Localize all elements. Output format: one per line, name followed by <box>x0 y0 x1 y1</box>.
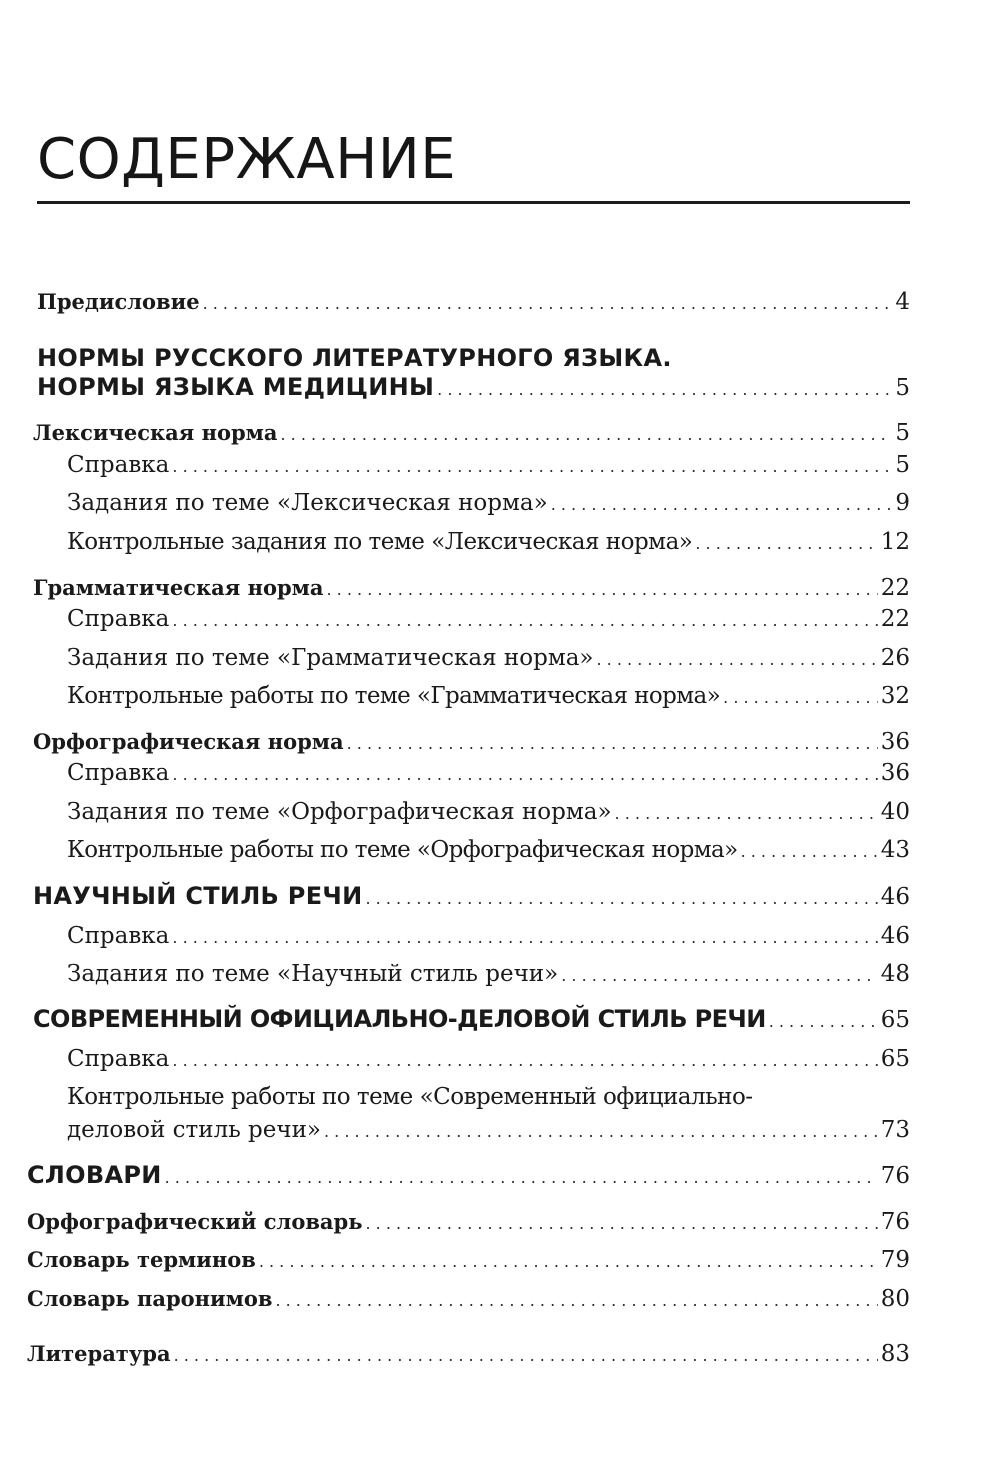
toc-entry-label: Задания по теме «Лексическая норма» <box>67 490 548 516</box>
toc-page-number: 22 <box>880 575 910 601</box>
dot-leader <box>172 1042 877 1080</box>
toc-page-number: 65 <box>880 1046 910 1072</box>
toc-entry-label: деловой стиль речи» <box>67 1117 321 1143</box>
toc-entry-label: Лексическая норма <box>33 420 278 445</box>
toc-page-number: 76 <box>880 1209 910 1235</box>
toc-page-number: 36 <box>880 729 910 755</box>
toc-entry-label: Справка <box>67 923 170 949</box>
toc-entry[interactable] <box>0 1203 1000 1241</box>
toc-entry-label: Справка <box>67 606 170 632</box>
toc-entry-label: Словарь терминов <box>27 1247 256 1272</box>
dot-leader <box>165 1159 878 1197</box>
dot-leader <box>561 957 878 995</box>
dot-leader <box>769 1003 878 1041</box>
toc-entry[interactable] <box>0 1335 1000 1373</box>
dot-leader <box>203 285 893 323</box>
toc-page-number: 5 <box>895 375 910 401</box>
toc-page-number: 22 <box>880 606 910 632</box>
toc-page-number: 36 <box>880 760 910 786</box>
toc-entry-label: Предисловие <box>37 289 200 314</box>
toc-page-number: 79 <box>880 1247 910 1273</box>
toc-entry-label: Справка <box>67 452 170 478</box>
dot-leader <box>172 919 877 957</box>
toc-entry-label: Контрольные задания по теме «Лексическая норма» <box>67 529 693 555</box>
dot-leader <box>172 448 892 486</box>
toc-page-number: 40 <box>880 799 910 825</box>
toc-entry-label-line1: Контрольные работы по теме «Современный официально- <box>67 1084 753 1110</box>
toc-entry-label-line1: НОРМЫ РУССКОГО ЛИТЕРАТУРНОГО ЯЗЫКА. <box>37 344 672 372</box>
toc-entry-label: Справка <box>67 1046 170 1072</box>
dot-leader <box>695 525 877 563</box>
toc-page-number: 73 <box>880 1117 910 1143</box>
dot-leader <box>259 1243 878 1281</box>
toc-entry-label: СОВРЕМЕННЫЙ ОФИЦИАЛЬНО-ДЕЛОВОЙ СТИЛЬ РЕЧИ <box>33 1005 766 1033</box>
toc-entry[interactable] <box>0 877 1000 915</box>
toc-entry[interactable] <box>0 1241 1000 1279</box>
page-title: СОДЕРЖАНИЕ <box>37 127 457 192</box>
toc-page-number: 80 <box>880 1286 910 1312</box>
toc-entry[interactable] <box>0 1111 1000 1149</box>
toc-entry-label: НАУЧНЫЙ СТИЛЬ РЕЧИ <box>33 882 363 910</box>
toc-entry-label: Орфографическая норма <box>33 729 344 754</box>
toc-entry[interactable] <box>0 283 1000 321</box>
dot-leader <box>615 795 878 833</box>
dot-leader <box>597 641 878 679</box>
toc-page-number: 32 <box>880 683 910 709</box>
dot-leader <box>365 1205 877 1243</box>
dot-leader <box>324 1113 878 1151</box>
dot-leader <box>551 486 893 524</box>
toc-page-number: 26 <box>880 645 910 671</box>
toc-entry[interactable] <box>0 368 1000 406</box>
toc-entry[interactable] <box>0 1280 1000 1318</box>
toc-entry-label: Грамматическая норма <box>33 575 324 600</box>
dot-leader <box>437 371 892 409</box>
toc-entry-label: СЛОВАРИ <box>27 1161 162 1189</box>
toc-entry[interactable] <box>0 955 1000 993</box>
dot-leader <box>365 880 877 918</box>
toc-page-number: 76 <box>880 1163 910 1189</box>
toc-entry-label: Литература <box>27 1341 171 1366</box>
toc-entry[interactable] <box>0 754 1000 792</box>
toc-entry[interactable] <box>0 917 1000 955</box>
toc-entry[interactable] <box>0 1040 1000 1078</box>
toc-page-number: 43 <box>880 837 910 863</box>
toc-entry[interactable] <box>0 831 1000 869</box>
toc-entry-label: Задания по теме «Грамматическая норма» <box>67 645 594 671</box>
toc-page-number: 9 <box>895 490 910 516</box>
toc-page-number: 5 <box>895 420 910 446</box>
toc-entry-label: НОРМЫ ЯЗЫКА МЕДИЦИНЫ <box>37 373 435 401</box>
toc-page-number: 48 <box>880 961 910 987</box>
toc-page-number: 83 <box>880 1341 910 1367</box>
toc-page-number: 46 <box>880 884 910 910</box>
dot-leader <box>275 1282 877 1320</box>
toc-entry-label: Задания по теме «Научный стиль речи» <box>67 961 559 987</box>
toc-entry-label: Орфографический словарь <box>27 1209 363 1234</box>
toc-entry[interactable] <box>0 1156 1000 1194</box>
toc-page-number: 4 <box>895 289 910 315</box>
toc-entry-label: Словарь паронимов <box>27 1286 273 1311</box>
dot-leader <box>172 602 877 640</box>
toc-entry[interactable] <box>0 639 1000 677</box>
dot-leader <box>172 756 877 794</box>
toc-entry[interactable] <box>0 793 1000 831</box>
toc-entry[interactable] <box>0 600 1000 638</box>
dot-leader <box>174 1337 878 1375</box>
toc-entry-label: Задания по теме «Орфографическая норма» <box>67 799 612 825</box>
toc-page-number: 12 <box>880 529 910 555</box>
title-rule <box>37 201 910 204</box>
dot-leader <box>741 833 878 871</box>
dot-leader <box>723 679 878 717</box>
toc-page-number: 5 <box>895 452 910 478</box>
toc-entry[interactable] <box>0 677 1000 715</box>
toc-entry-label: Справка <box>67 760 170 786</box>
toc-entry[interactable] <box>0 484 1000 522</box>
toc-entry-label: Контрольные работы по теме «Орфографическая норма» <box>67 837 738 863</box>
toc-entry[interactable] <box>0 446 1000 484</box>
toc-page-number: 46 <box>880 923 910 949</box>
toc-entry-label: Контрольные работы по теме «Грамматическая норма» <box>67 683 721 709</box>
toc-entry[interactable] <box>0 1000 1000 1038</box>
toc-entry[interactable] <box>0 523 1000 561</box>
toc-page-number: 65 <box>880 1007 910 1033</box>
